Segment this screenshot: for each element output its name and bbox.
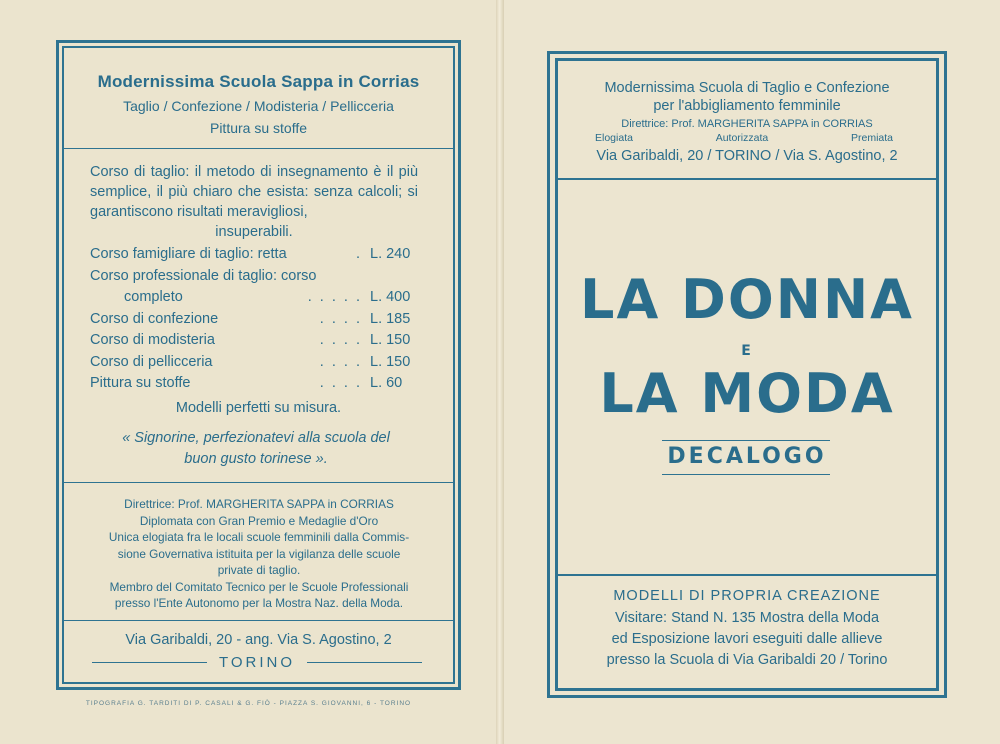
leader-dots: . . . . xyxy=(319,375,362,391)
price-row xyxy=(90,352,418,374)
course-price: L. 185 xyxy=(370,310,411,327)
course-price xyxy=(370,266,418,288)
printer-credit: TIPOGRAFIA G. TARDITI DI P. CASALI & G. FIÒ - PIAZZA S. GIOVANNI, 6 - TORINO xyxy=(85,700,412,707)
director-line: Membro del Comitato Tecnico per le Scuole Professionali xyxy=(109,579,409,594)
header-tag: Elogiata xyxy=(595,132,633,144)
divider xyxy=(62,620,455,621)
leader-dots: . . . . . xyxy=(307,289,362,305)
subtitle: DECALOGO xyxy=(667,444,827,469)
city-rule-left xyxy=(92,662,207,663)
slogan-line: « Signorine, perfezionatevi alla scuola del xyxy=(122,430,390,446)
city-name: TORINO xyxy=(218,654,296,671)
price-row xyxy=(90,373,418,395)
price-row xyxy=(90,287,418,309)
title-line-2: LA MODA xyxy=(599,362,895,425)
subtitle-rule-top xyxy=(662,440,830,441)
intro-line: insuperabili. xyxy=(215,224,293,240)
price-list xyxy=(90,244,418,395)
course-name: Corso di confezione xyxy=(90,310,219,327)
director-line: sione Governativa istituita per la vigilanza delle scuole xyxy=(117,546,401,561)
header-director: Direttrice: Prof. MARGHERITA SAPPA in CORRIAS xyxy=(621,118,873,130)
director-line: private di taglio. xyxy=(217,563,301,577)
leader-dots: . xyxy=(355,246,362,262)
course-price: L. 150 xyxy=(370,353,411,370)
course-price: L. 400 xyxy=(370,289,411,305)
course-price: L. 240 xyxy=(370,246,411,262)
modelli-line: Modelli perfetti su misura. xyxy=(175,400,342,416)
price-row xyxy=(90,244,418,266)
divider xyxy=(555,178,939,180)
intro-line: il più semplice, il più chiaro che esista: senza xyxy=(90,164,419,200)
header-tags xyxy=(595,132,893,144)
painting-line: Pittura su stoffe xyxy=(209,120,307,136)
price-row xyxy=(90,330,418,352)
subtitle-rule-bottom xyxy=(662,474,830,475)
divider xyxy=(62,148,455,149)
footer-line4: presso la Scuola di Via Garibaldi 20 / Torino xyxy=(606,652,888,668)
city-rule-right xyxy=(307,662,422,663)
course-name: completo xyxy=(124,289,183,305)
page-fold xyxy=(496,0,504,744)
leader-dots: . . . . xyxy=(319,332,362,348)
school-header-line1: Modernissima Scuola di Taglio e Confezione xyxy=(604,80,890,96)
slogan-line: buon gusto torinese ». xyxy=(184,451,328,467)
director-line: Diplomata con Gran Premio e Medaglie d'Oro xyxy=(139,513,379,528)
leader-dots: . . . . xyxy=(319,353,362,370)
school-title: Modernissima Scuola Sappa in Corrias xyxy=(97,72,420,91)
header-tag: Autorizzata xyxy=(715,132,769,144)
footer-line1: MODELLI DI PROPRIA CREAZIONE xyxy=(613,588,881,604)
director-info xyxy=(72,496,446,612)
header-address: Via Garibaldi, 20 / TORINO / Via S. Agostino, 2 xyxy=(596,148,898,164)
address-line: Via Garibaldi, 20 - ang. Via S. Agostino, 2 xyxy=(125,632,392,648)
intro-paragraph xyxy=(90,162,418,242)
leader-dots: . . . . xyxy=(319,310,362,327)
price-row xyxy=(90,266,418,288)
course-price: L. 60 xyxy=(370,375,403,391)
divider xyxy=(62,482,455,483)
price-row xyxy=(90,309,418,331)
course-name: Pittura su stoffe xyxy=(90,375,191,391)
course-name: Corso di pellicceria xyxy=(90,353,213,370)
school-header-line2: per l'abbigliamento femminile xyxy=(653,98,841,114)
course-name: Corso famigliare di taglio: retta xyxy=(90,246,287,262)
divider xyxy=(555,574,939,576)
subjects-line: Taglio / Confezione / Modisteria / Pellicceria xyxy=(123,98,394,114)
title-conjunction: E xyxy=(741,343,753,359)
course-price: L. 150 xyxy=(370,332,411,348)
intro-line: Corso di taglio: il metodo di insegnamento è xyxy=(90,164,382,180)
title-line-1: LA DONNA xyxy=(580,268,914,331)
footer-line2: Visitare: Stand N. 135 Mostra della Moda xyxy=(614,610,880,626)
footer-line3: ed Esposizione lavori eseguiti dalle allieve xyxy=(611,631,883,647)
director-line: Direttrice: Prof. MARGHERITA SAPPA in CORRIAS xyxy=(124,497,394,511)
director-line: Unica elogiata fra le locali scuole femminili dalla Commis- xyxy=(108,530,410,544)
intro-line: calcoli; si garantiscono risultati meravigliosi, xyxy=(90,184,419,220)
director-line: presso l'Ente Autonomo per la Mostra Naz. della Moda. xyxy=(114,596,404,610)
slogan xyxy=(86,428,426,470)
header-tag: Premiata xyxy=(850,132,893,144)
course-name: Corso di modisteria xyxy=(90,332,215,348)
leader-dots xyxy=(316,266,370,288)
city-row xyxy=(92,654,422,671)
course-name: Corso professionale di taglio: corso xyxy=(90,267,317,284)
